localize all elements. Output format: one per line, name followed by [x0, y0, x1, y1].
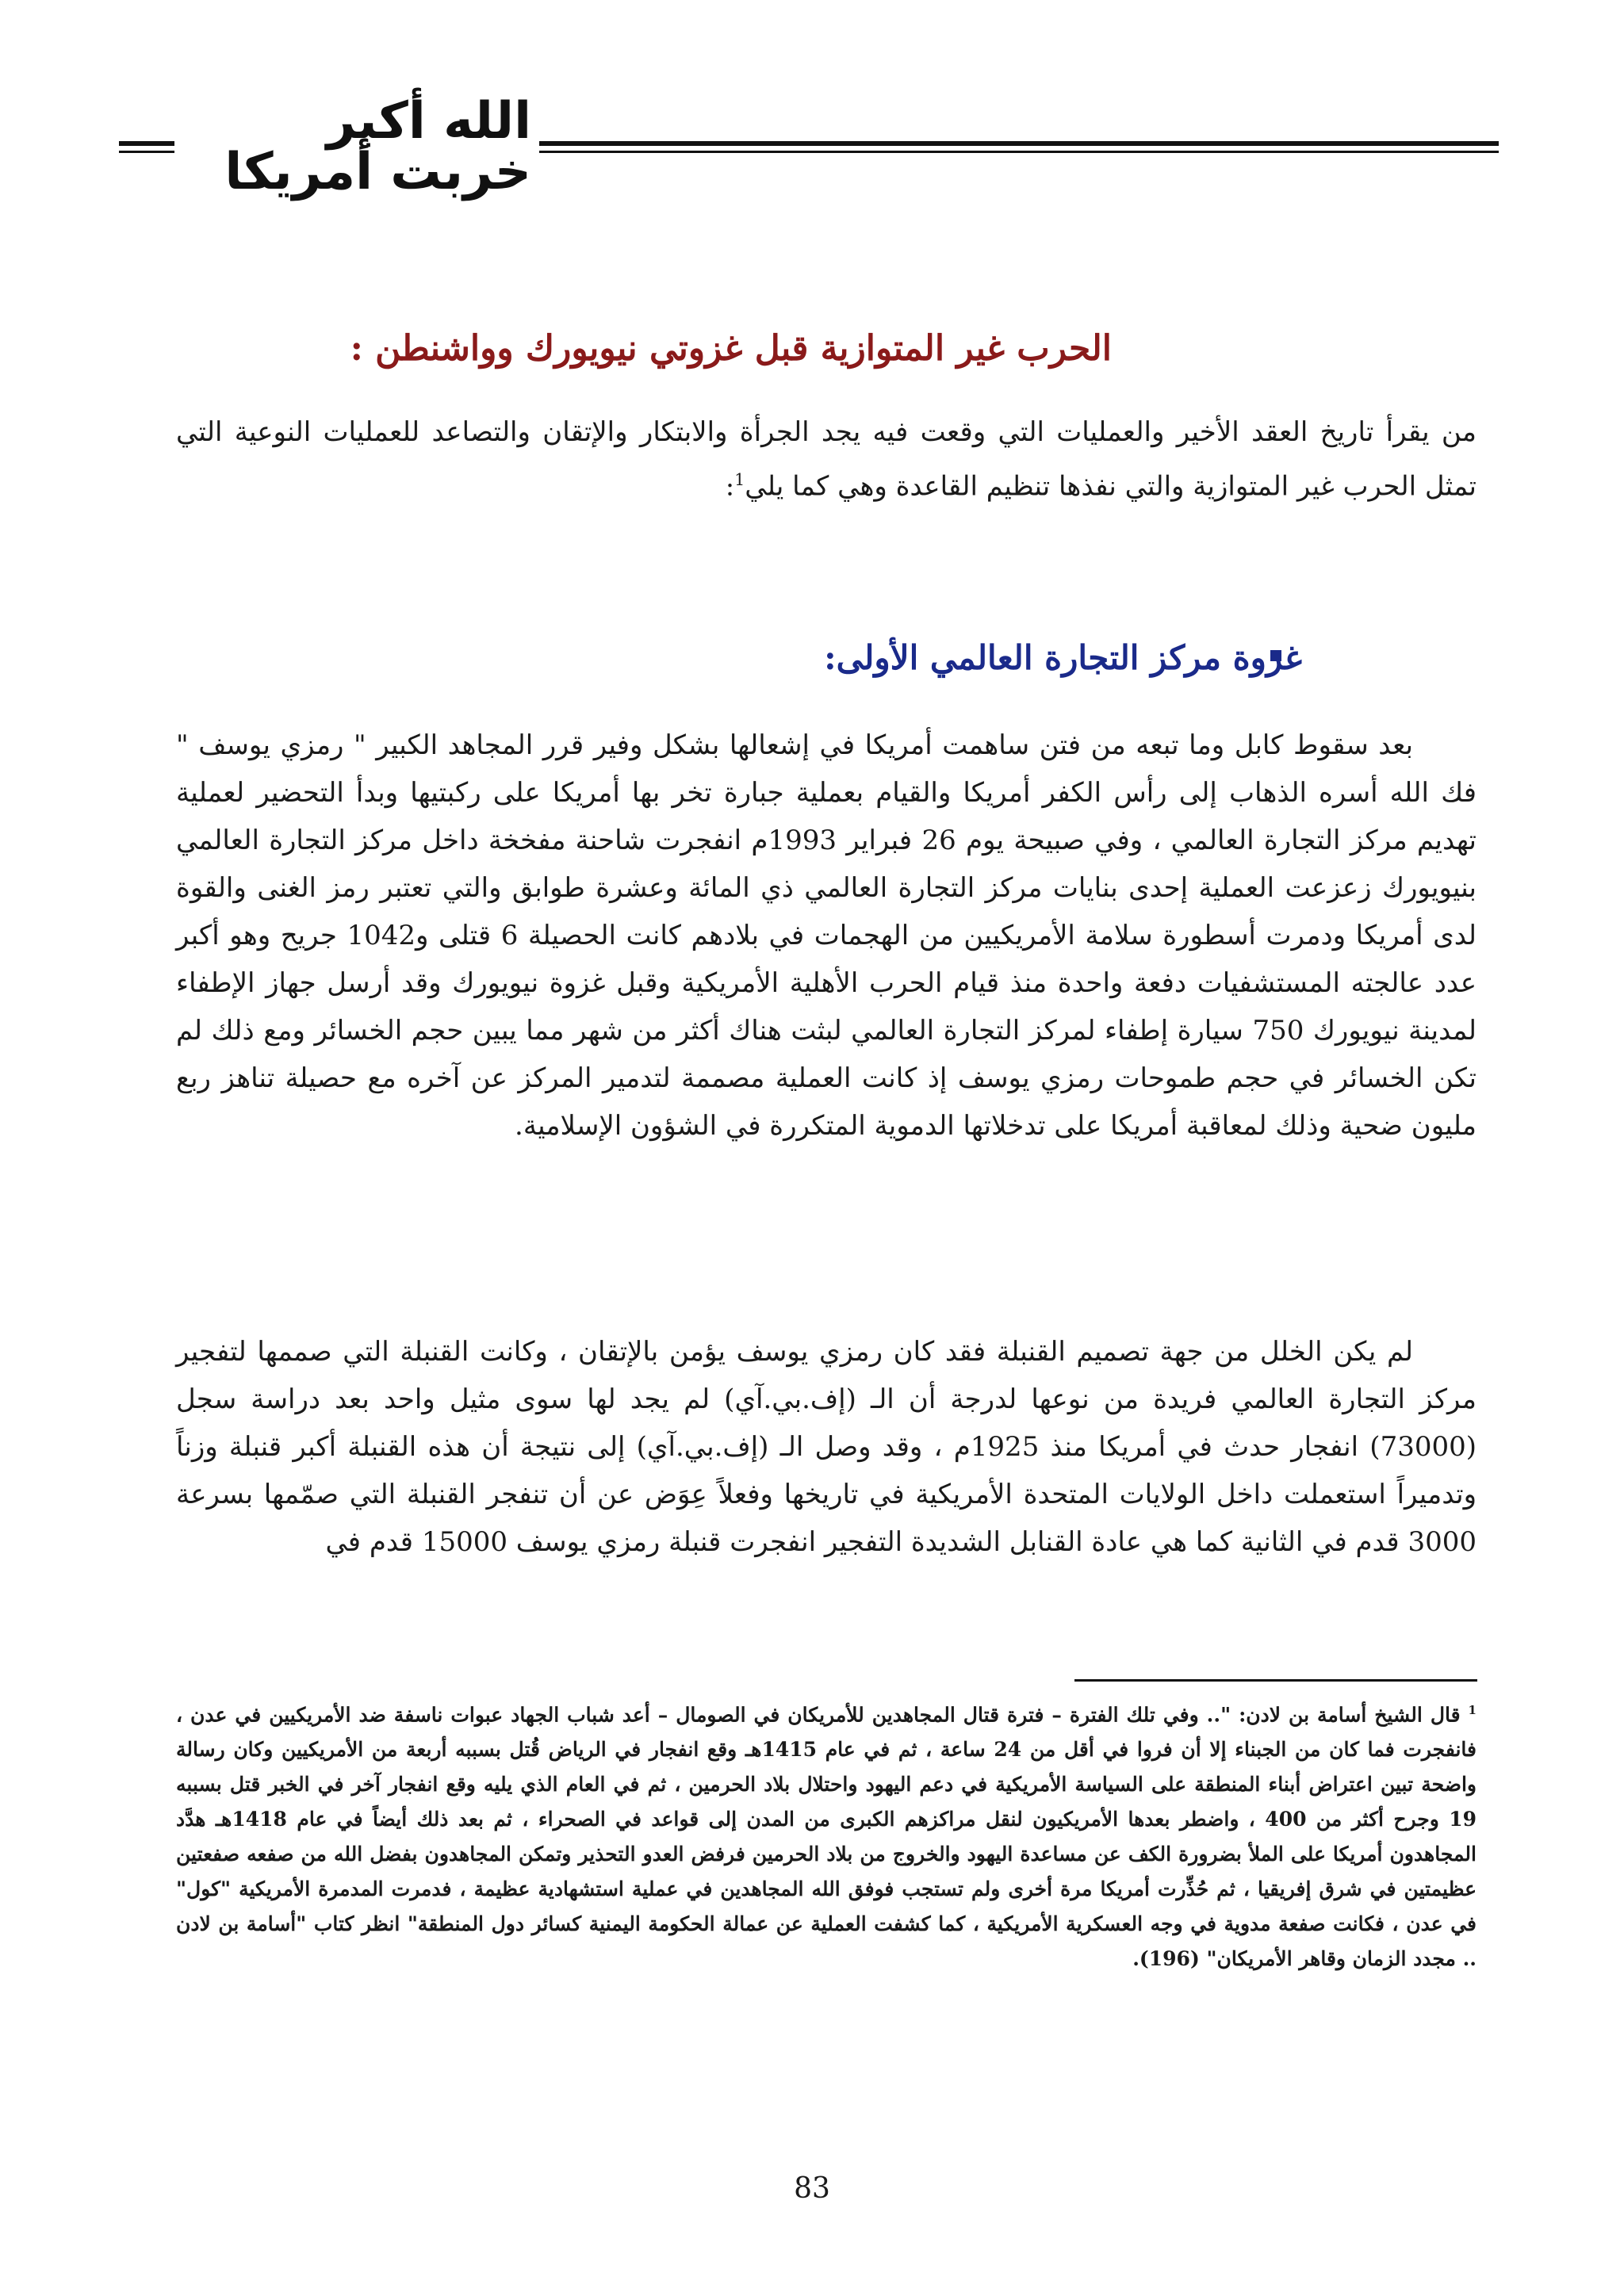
footnote-number: 1	[1468, 1703, 1477, 1717]
body-paragraph-2	[176, 1328, 1477, 1566]
intro-text: من يقرأ تاريخ العقد الأخير والعمليات التي وقعت فيه يجد الجرأة والابتكار والإتقان والتصاعد للعمليات النوعية التي تمثل الحرب غير المتوازية والتي نفذها تنظيم القاعدة وهي كما يلي	[176, 416, 1477, 503]
header-logo-calligraphy: الله أكبر خربت أمريكا	[224, 92, 531, 201]
footnote-text: قال الشيخ أسامة بن لادن: ".. وفي تلك الفترة – فترة قتال المجاهدين للأمريكان في الصومال – أعد شباب الجهاد عبوات ناسفة ضد الأمريكيين في عدن ، فانفجرت فما كان من الجبناء إلا أن فروا في أقل من 24 ساعة ، ثم في عام 1415هـ وقع انفجار في الرياض قُتل بسببه أربعة من الأمريكيين وكان رسالة واضحة تبين اعتراض أبناء المنطقة على السياسة الأمريكية في دعم اليهود واحتلال بلاد الحرمين ، ثم في العام الذي يليه وقع انفجار آخر في الخبر قتل بسببه 19 وجرح أكثر من 400 ، واضطر بعدها الأمريكيون لنقل مراكزهم الكبرى من المدن إلى قواعد في الصحراء ، ثم بعد ذلك أيضاً في عام 1418هـ هدَّد المجاهدون أمريكا على الملأ بضرورة الكف عن مساعدة اليهود والخروج من بلاد الحرمين فرفض العدو التحذير وتمكن المجاهدون بفضل الله من صفعه صفعتين عظيمتين في شرق إفريقيا ، ثم حُذِّرت أمريكا مرة أخرى ولم تستجب فوفق الله المجاهدين في عملية استشهادية عظيمة ، فدمرت المدمرة الأمريكية "كول" في عدن ، فكانت صفعة مدوية في وجه العسكرية الأمريكية ، كما كشفت العملية عن عمالة الحكومة اليمنية كسائر دول المنطقة" انظر كتاب "أسامة بن لادن .. مجدد الزمان وقاهر الأمريكان" (196).	[176, 1703, 1477, 1971]
section-title: الحرب غير المتوازية قبل غزوتي نيويورك وواشنطن :	[350, 328, 1112, 369]
footnote-ref[interactable]: 1	[734, 470, 745, 489]
intro-paragraph	[176, 408, 1477, 510]
page-number: 83	[794, 2172, 830, 2205]
intro-end: :	[725, 470, 735, 503]
subsection-title-text: غزوة مركز التجارة العالمي الأولى:	[824, 638, 1302, 677]
header-rule-left-thin	[119, 151, 174, 153]
subsection-title	[176, 634, 1302, 682]
header-rule-left	[119, 141, 174, 146]
body-paragraph-1	[176, 721, 1477, 1150]
footnote	[176, 1693, 1477, 1976]
paragraph-text: لم يكن الخلل من جهة تصميم القنبلة فقد كان رمزي يوسف يؤمن بالإتقان ، وكانت القنبلة التي صممها لتفجير مركز التجارة العالمي فريدة من نوعها لدرجة أن الـ (إف.بي.آي) لم يجد لها سوى مثيل واحد بعد دراسة سجل (73000) انفجار حدث في أمريكا منذ 1925م ، وقد وصل الـ (إف.بي.آي) إلى نتيجة أن هذه القنبلة أكبر قنبلة وزناً وتدميراً استعملت داخل الولايات المتحدة الأمريكية في تاريخها وفعلاً عِوَض عن أن تنفجر القنبلة التي صمّمها بسرعة 3000 قدم في الثانية كما هي عادة القنابل الشديدة التفجير انفجرت قنبلة رمزي يوسف 15000 قدم في	[176, 1336, 1477, 1558]
paragraph-text: بعد سقوط كابل وما تبعه من فتن ساهمت أمريكا في إشعالها بشكل وفير قرر المجاهد الكبير " رمزي يوسف " فك الله أسره الذهاب إلى رأس الكفر أمريكا والقيام بعملية جبارة تخر بها أمريكا على ركبتيها وبدأ التحضير لعملية تهديم مركز التجارة العالمي ، وفي صبيحة يوم 26 فبراير 1993م انفجرت شاحنة مفخخة داخل مركز التجارة العالمي بنيويورك زعزعت العملية إحدى بنايات مركز التجارة العالمي ذي المائة وعشرة طوابق والتي تعتبر رمز الغنى والقوة لدى أمريكا ودمرت أسطورة سلامة الأمريكيين من الهجمات في بلادهم كانت الحصيلة 6 قتلى و1042 جريح وهو أكبر عدد عالجته المستشفيات دفعة واحدة منذ قيام الحرب الأهلية الأمريكية وقبل غزوة نيويورك وقد أرسل جهاز الإطفاء لمدينة نيويورك 750 سيارة إطفاء لمركز التجارة العالمي لبثت هناك أكثر من شهر مما يبين حجم الخسائر ومع ذلك لم تكن الخسائر في حجم طموحات رمزي يوسف إذ كانت العملية مصممة لتدمير المركز عن آخره مع حصيلة تناهز ربع مليون ضحية وذلك لمعاقبة أمريكا على تدخلاتها الدموية المتكررة في الشؤون الإسلامية.	[176, 729, 1477, 1142]
header-rule-right-thin	[539, 151, 1499, 153]
footnote-separator	[1074, 1679, 1477, 1682]
header-rule-right	[539, 141, 1499, 146]
